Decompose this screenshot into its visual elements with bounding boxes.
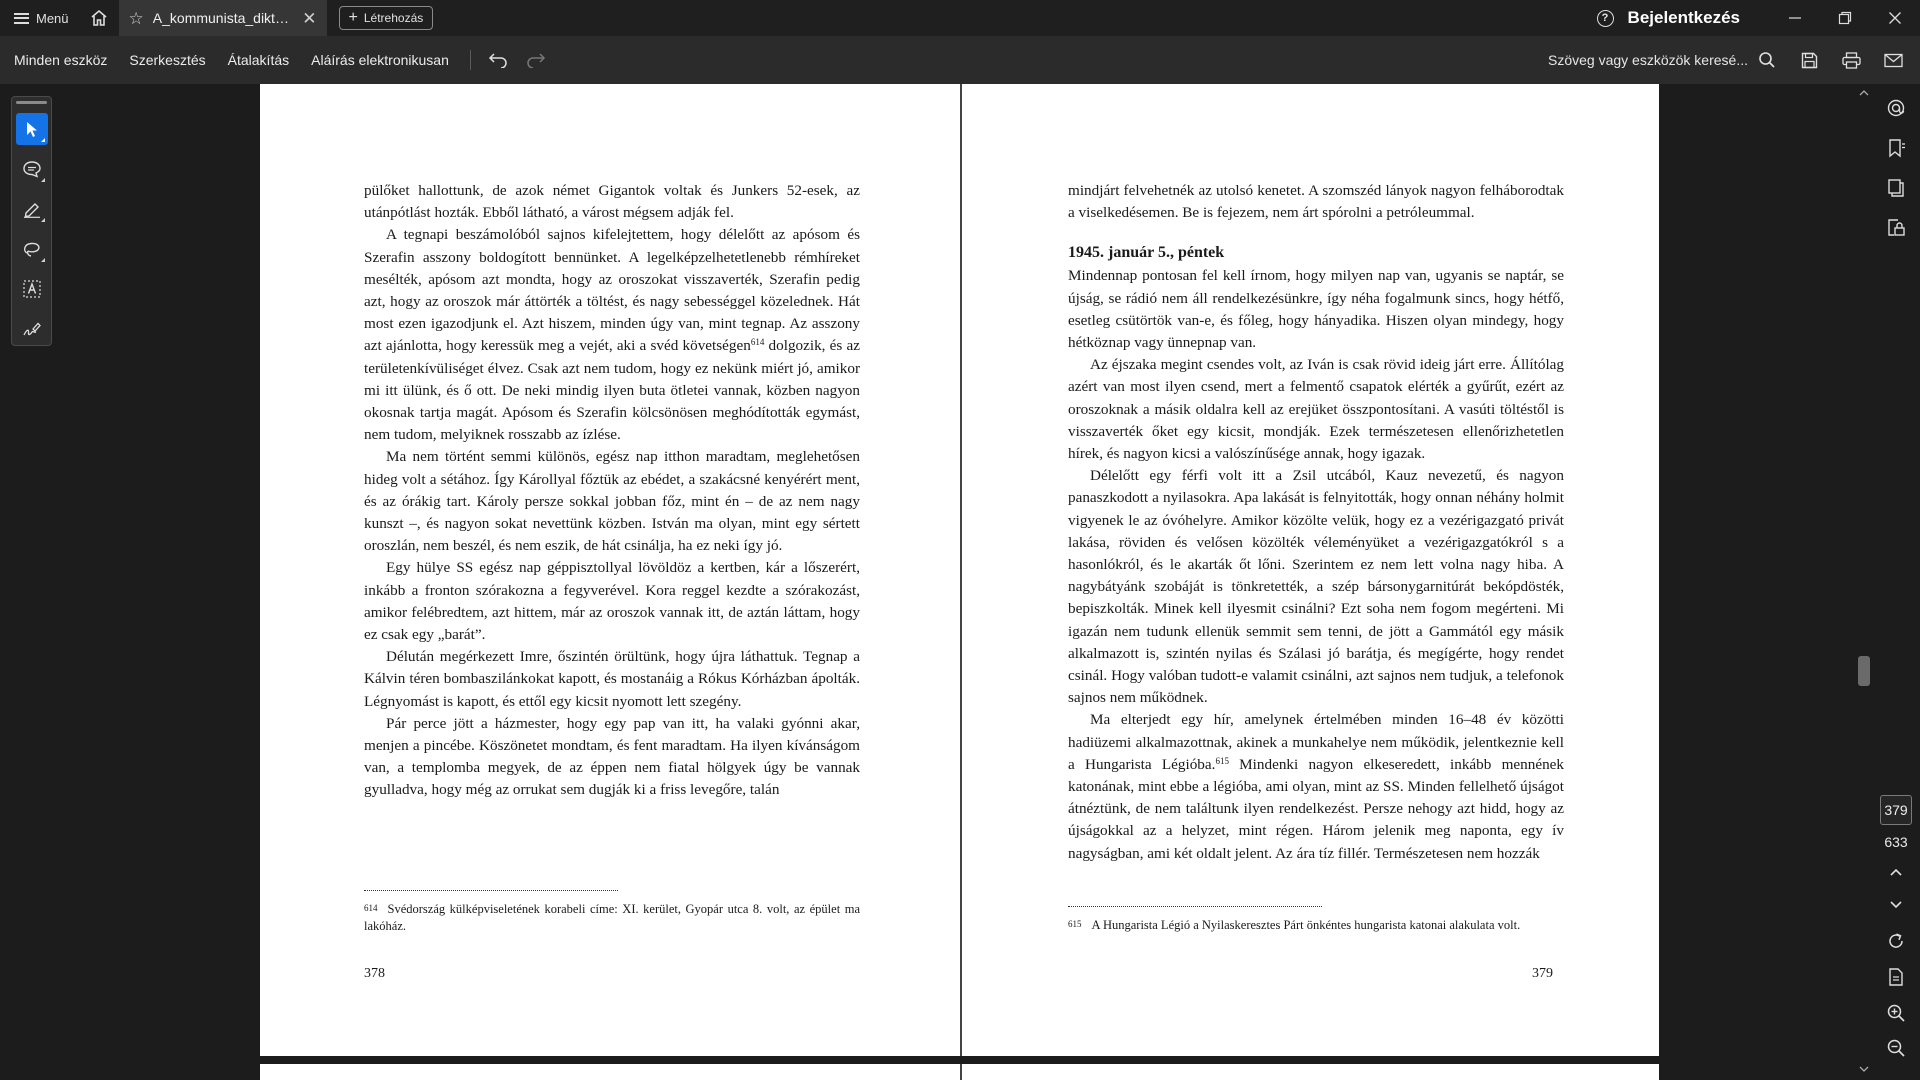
plus-icon: + bbox=[348, 9, 358, 26]
page-thumbnails-button[interactable] bbox=[1880, 172, 1912, 204]
undo-icon bbox=[488, 52, 508, 68]
paragraph: Pár perce jött a házmester, hogy egy pap van itt, ha valaki gyónni akar, menjen a pincébe. Köszönetet mondtam, és fent maradtam. Ha ilyen kívánságom van, a templomba megyek, de az éppen nem fiatal hölgyek úgy be vannak gyulladva, hogy még az orrukat sem dugják ki a friss levegőre, talán bbox=[364, 714, 860, 799]
save-button[interactable] bbox=[1788, 36, 1830, 84]
minimize-button[interactable] bbox=[1770, 0, 1820, 36]
diary-date-heading: 1945. január 5., péntek bbox=[1068, 244, 1225, 262]
paragraph: Délelőtt egy férfi volt itt a Zsil utcából, Kauz nevezetű, és nagyon panaszkodott a nyilasokra. Apa lakását is felnyitották, hogy onnan néhány holmit vigyenek le az óvóhelyre. Amikor közölte velük, hogy ez a vezérigazgató privát lakása, röviden és velősen közölték véleményüket a vezérigazgatókról s a hasonlókról, és le akarták őt lőni. Szerintem ez nem lett volna nagy hiba. A nagybátyánk szobáját is tönkretették, a szép bársonygarnitúrát bekópdösték, bepiszkolták. Minek kell ilyesmit csinálni? Ezt soha nem fogom megérteni. Mi igazán nem tudunk ellenük semmit sem tenni, de jött a Gammától egy másik alkalmazott is, szintén nyilas és Szálasi jó barátja, és megígérte, hogy rendet csinál. Hogy valóban tudott-e valamit csinálni, azt sajnos nem tudjuk, a telefonok sajnos nem működnek. bbox=[1068, 467, 1564, 707]
footnote-number: 614 bbox=[364, 903, 378, 913]
highlight-tool[interactable] bbox=[16, 193, 48, 225]
ai-assistant-icon bbox=[1886, 98, 1906, 118]
current-page-input[interactable]: 379 bbox=[1880, 795, 1912, 825]
page-settings-icon bbox=[1886, 967, 1906, 987]
restore-icon bbox=[1838, 11, 1852, 25]
comment-icon bbox=[22, 160, 42, 178]
email-icon bbox=[1884, 53, 1903, 68]
next-page-preview bbox=[960, 1064, 1659, 1080]
print-button[interactable] bbox=[1830, 36, 1872, 84]
paragraph: pülőket hallottunk, de azok német Gigantok voltak és Junkers 52-esek, az utánpótlást hozták. Ebből látható, a várost mégsem adják fel. bbox=[364, 182, 860, 222]
close-window-button[interactable] bbox=[1870, 0, 1920, 36]
vertical-scrollbar[interactable] bbox=[1856, 84, 1872, 1080]
home-icon bbox=[90, 9, 108, 27]
lock-document-icon bbox=[1886, 218, 1906, 238]
paragraph: Mindennap pontosan fel kell írnom, hogy milyen nap van, ugyanis se naptár, se újság, se rádió nem áll rendelkezésünkre, így néha fogalmunk sincs, hogy hétfő, esetleg csütörtök van-e, és főleg, hogy hányadika. Hiszen olyan mindegy, hogy hétköznap vagy ünnepnap van. bbox=[1068, 267, 1564, 352]
previous-page-button[interactable] bbox=[1880, 856, 1912, 888]
create-label: Létrehozás bbox=[363, 11, 424, 25]
pen-icon bbox=[22, 200, 42, 218]
tool-options-indicator bbox=[41, 218, 45, 222]
protect-button[interactable] bbox=[1880, 212, 1912, 244]
paragraph: Ma nem történt semmi különös, egész nap itthon maradtam, meglehetősen hideg volt a sétához. Így Károllyal főztük az ebédet, a szakácsné kenyérért ment, és az órákig tart. Károly persze sokkal jobban főz, mint én – de az nem nagy kunszt –, és nagyon sokat nevettünk közben. István ma olyan, mint egy sértett oroszlán, nem beszél, és nem eszik, de hát csinálja, ha ez neki így jó. bbox=[364, 448, 860, 555]
quick-tools-panel bbox=[11, 96, 52, 346]
menu-convert[interactable]: Átalakítás bbox=[227, 52, 290, 68]
restore-button[interactable] bbox=[1820, 0, 1870, 36]
tool-options-indicator bbox=[41, 258, 45, 262]
page-body-text bbox=[364, 180, 860, 802]
document-tab[interactable] bbox=[119, 0, 327, 36]
menu-e-sign[interactable]: Aláírás elektronikusan bbox=[311, 52, 449, 68]
next-page-preview bbox=[260, 1064, 960, 1080]
close-tab-icon[interactable]: ✕ bbox=[302, 8, 317, 28]
zoom-in-icon bbox=[1886, 1003, 1906, 1023]
paragraph: Ma elterjedt egy hír, amelynek értelmében minden 16–48 év közötti hadiüzemi alkalmazottnak, akinek a munkahelye nem működik, jelentkeznie kell a Hungarista Légióba.$^{615}$ Mindenki nagyon elkeseredett, inkább mennének katonának, mint ebbe a légióba, ami olyan, mint az SS. Minden fellelhető újságot átnéztünk, de nem találtunk ilyen rendelkezést. Persze nehogy azt hidd, hogy az újságokkal az a helyzet, mint régen. Három jelenik meg naponta, egy ív nagyságban, ami két oldalt jelent. Az ára tíz fillér. Természetesen nem hozzák bbox=[1068, 711, 1564, 862]
page-body-text bbox=[1068, 180, 1564, 865]
bookmark-icon bbox=[1886, 138, 1906, 158]
signin-button[interactable]: Bejelentkezés bbox=[1627, 8, 1740, 27]
zoom-out-button[interactable] bbox=[1880, 1032, 1912, 1064]
menu-all-tools[interactable]: Minden eszköz bbox=[14, 52, 108, 68]
paragraph: Az éjszaka megint csendes volt, az Iván is csak rövid ideig járt erre. Állítólag azért van most ilyen csend, mert a felmentő csapatok elérték a gyűrűt, ezért az oroszoknak a másik oldalra kell az erejüket összpontosítani. A vasúti töltéstől is visszaverték őket egy kicsit, mondják. Ezek természetesen ellenőrizhetetlen hírek, és nagyon kicsi a valószínűsége annak, hogy igazak. bbox=[1068, 356, 1564, 463]
text-select-tool[interactable] bbox=[16, 273, 48, 305]
tool-options-indicator bbox=[41, 178, 45, 182]
footnote-separator bbox=[1068, 906, 1322, 907]
redo-icon bbox=[526, 52, 546, 68]
right-side-panel bbox=[1856, 84, 1920, 1080]
footnote-ref[interactable]: 614 bbox=[750, 337, 765, 348]
footnote-text: A Hungarista Légió a Nyilaskeresztes Párt önkéntes hungarista katonai alakulata volt. bbox=[1091, 918, 1521, 932]
signature-icon bbox=[22, 320, 42, 338]
footnote bbox=[1068, 916, 1564, 934]
paragraph: Egy hülye SS egész nap géppisztollyal lövöldöz a kertben, kár a lőszerért, inkább a fronton szórakozna a fegyverével. Kora reggel kezdte a szórakozást, amikor felébredtem, azt hittem, már az oroszok vannak itt, de aztán láttam, hogy ez csak egy „barát”. bbox=[364, 559, 860, 644]
rotate-button[interactable] bbox=[1880, 925, 1912, 957]
paragraph: Délután megérkezett Imre, őszintén örültünk, hogy újra láthattuk. Tegnap a Kálvin téren bombaszilánkokat kapott, és mostanáig a Rókus Kórházban ápolták. Légnyomást is kapott, és ettől egy kicsit nyomott lett szegény. bbox=[364, 648, 860, 710]
ai-assistant-button[interactable] bbox=[1880, 92, 1912, 124]
main-toolbar bbox=[0, 36, 1920, 84]
chevron-up-icon bbox=[1889, 867, 1903, 877]
star-icon[interactable]: ☆ bbox=[128, 8, 144, 28]
footnote-ref[interactable]: 615 bbox=[1215, 755, 1229, 766]
email-button[interactable] bbox=[1872, 36, 1914, 84]
total-pages: 633 bbox=[1884, 834, 1908, 850]
page-view-button[interactable] bbox=[1880, 961, 1912, 993]
footnote-separator bbox=[364, 890, 618, 891]
create-button[interactable] bbox=[339, 6, 434, 30]
panel-drag-handle[interactable] bbox=[16, 101, 47, 104]
title-bar bbox=[0, 0, 1920, 36]
tab-title: A_kommunista_dikta... bbox=[152, 10, 295, 26]
page-number: 378 bbox=[364, 966, 385, 981]
page-number: 379 bbox=[1532, 966, 1553, 981]
menu-edit[interactable]: Szerkesztés bbox=[129, 52, 206, 68]
menu-label: Menü bbox=[36, 10, 69, 26]
footnote-text: Svédország külképviseletének korabeli címe: XI. kerület, Gyopár utca 8. volt, az épület ma lakóház. bbox=[364, 902, 860, 933]
pages-icon bbox=[1886, 178, 1906, 198]
search-icon bbox=[1758, 51, 1776, 69]
toolbar-divider bbox=[470, 50, 471, 70]
draw-tool[interactable] bbox=[16, 233, 48, 265]
select-tool[interactable] bbox=[16, 113, 48, 145]
lasso-icon bbox=[22, 240, 42, 258]
zoom-out-icon bbox=[1886, 1038, 1906, 1058]
menu-button[interactable] bbox=[0, 0, 79, 36]
comment-tool[interactable] bbox=[16, 153, 48, 185]
redo-button[interactable] bbox=[517, 36, 555, 84]
scrollbar-thumb[interactable] bbox=[1858, 656, 1870, 686]
bookmarks-button[interactable] bbox=[1880, 132, 1912, 164]
help-icon[interactable]: ? bbox=[1597, 10, 1614, 27]
footnote-number: 615 bbox=[1068, 919, 1082, 929]
undo-button[interactable] bbox=[479, 36, 517, 84]
close-icon bbox=[1888, 11, 1902, 25]
zoom-in-button[interactable] bbox=[1880, 997, 1912, 1029]
search-tools[interactable] bbox=[1548, 36, 1776, 84]
save-icon bbox=[1801, 52, 1818, 69]
tool-options-indicator bbox=[41, 138, 45, 142]
minimize-icon bbox=[1788, 11, 1802, 25]
rotate-icon bbox=[1886, 931, 1906, 951]
hamburger-icon bbox=[14, 13, 29, 24]
document-viewport[interactable] bbox=[62, 84, 1856, 1080]
print-icon bbox=[1842, 52, 1861, 69]
next-page-button[interactable] bbox=[1880, 889, 1912, 921]
home-button[interactable] bbox=[79, 0, 119, 36]
chevron-down-icon bbox=[1889, 900, 1903, 910]
search-input[interactable]: Szöveg vagy eszközök keresé... bbox=[1548, 52, 1748, 68]
pdf-page-378 bbox=[260, 84, 960, 1056]
sign-tool[interactable] bbox=[16, 313, 48, 345]
chevron-up-icon bbox=[1859, 90, 1869, 96]
cursor-icon bbox=[24, 120, 40, 138]
scroll-down-arrow[interactable] bbox=[1859, 1064, 1869, 1074]
pdf-page-379 bbox=[960, 84, 1659, 1056]
chevron-down-icon bbox=[1859, 1066, 1869, 1072]
paragraph: A tegnapi beszámolóból sajnos kifelejtettem, hogy délelőtt az apósom és Szerafin asszony boldogított bennünket. A legelképzelhetetlenebb rémhíreket mesélték, apósom azt mondta, hogy az oroszokat visszaverték, Szerafin pedig azt, hogy az oroszok már áttörték a töltést, és nagy sebességgel közelednek. Hát most ezen igazodjunk el. Azt hiszem, minden úgy van, mint tegnap. Az asszony azt ajánlotta, hogy keressük meg a vejét, aki a svéd követségen$^{614}$ dolgozik, és az területenkívüliséget élvez. Csak azt nem tudom, hogy ez nekünk miért jó, amikor mi itt ülünk, és ő ott. De neki mindig ilyen buta ötletei vannak, közben nagyon okosnak tartja magát. Apósom és Szerafin kölcsönösen meghódították egymást, nem tudom, melyiknek rosszabb az ízlése. bbox=[364, 226, 860, 444]
scroll-up-arrow[interactable] bbox=[1859, 88, 1869, 98]
footnote bbox=[364, 900, 860, 935]
paragraph: mindjárt felvehetnék az utolsó kenetet. A szomszéd lányok nagyon felháborodtak a viselkedésemen. Be is fejezem, nem árt spórolni a petróleummal. bbox=[1068, 182, 1564, 222]
text-box-icon bbox=[22, 279, 42, 299]
